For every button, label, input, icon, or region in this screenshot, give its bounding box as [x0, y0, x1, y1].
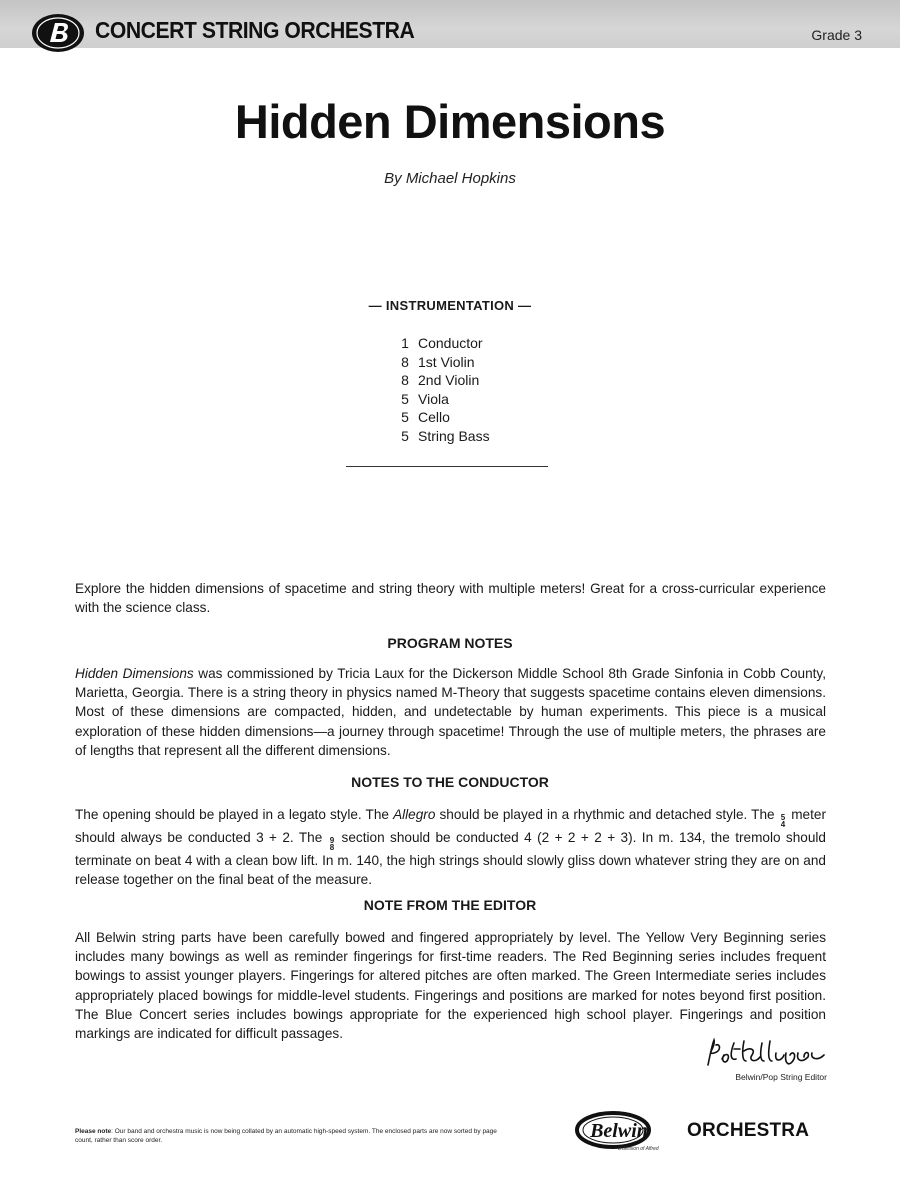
instrument-count: 8: [401, 372, 409, 388]
instrument-count: 5: [401, 409, 409, 425]
time-signature-bottom: 4: [780, 820, 786, 829]
conductor-text-part: The opening should be played in a legato style. The: [75, 807, 394, 822]
instrumentation-item: [392, 408, 490, 427]
belwin-b-logo-icon: [30, 11, 86, 55]
please-note: [75, 1127, 515, 1145]
instrument-name: 1st Violin: [418, 353, 475, 370]
time-signature-top: 9: [329, 836, 335, 845]
piece-title: Hidden Dimensions: [234, 95, 666, 148]
instrument-name: Viola: [418, 390, 449, 407]
grade-label: Grade 3: [811, 27, 862, 43]
publisher-logo-text: Belwin: [590, 1120, 648, 1142]
signature-caption: Belwin/Pop String Editor: [735, 1072, 827, 1082]
conductor-text-part: meter should always be conducted 3 + 2. The: [75, 807, 826, 845]
instrument-count: 8: [401, 353, 409, 370]
please-note-text: : Our band and orchestra music is now being collated by an automatic high-speed system. The enclosed parts are now sorted by page count, rather than score order.: [75, 1128, 497, 1144]
instrumentation-item: [392, 353, 490, 372]
instrumentation-divider: [346, 466, 548, 467]
publisher-subtitle: a division of Alfred: [618, 1146, 659, 1152]
series-title: CONCERT STRING ORCHESTRA: [95, 17, 415, 43]
instrument-name: Cello: [418, 409, 450, 425]
editor-note-heading: NOTE FROM THE EDITOR: [363, 897, 537, 913]
instrumentation-item: [392, 427, 490, 446]
program-notes-paragraph: [75, 664, 826, 760]
instrumentation-item: [392, 334, 490, 353]
instrument-count: 1: [401, 335, 409, 351]
time-signature-9-8: [330, 837, 334, 851]
conductor-text-part: should be played in a rhythmic and detached style. The: [435, 807, 779, 822]
composer-credit: By Michael Hopkins: [384, 170, 516, 187]
conductor-text-part: section should be conducted 4 (2 + 2 + 2 + 3). In m. 134, the tremolo should terminate on beat 4 with a clean bow lift. In m. 140, the high strings should slowly gliss down whatever string they are on and release together on the final beat of the measure.: [75, 830, 826, 888]
instrumentation-heading: — INSTRUMENTATION —: [368, 298, 532, 313]
instrument-name: String Bass: [418, 427, 490, 444]
intro-paragraph: Explore the hidden dimensions of spacetime and string theory with multiple meters! Great for a cross-curricular experience with the science class.: [75, 581, 826, 616]
conductor-notes-heading: NOTES TO THE CONDUCTOR: [351, 774, 549, 790]
program-notes-heading: PROGRAM NOTES: [387, 635, 513, 651]
instrument-count: 5: [401, 427, 409, 444]
allegro-term: Allegro: [393, 807, 436, 822]
time-signature-5-4: [781, 814, 785, 828]
program-notes-text: was commissioned by Tricia Laux for the Dickerson Middle School 8th Grade Sinfonia in Cobb County, Marietta, Georgia. There is a string theory in physics named M-Theory that suggests spacetime contains eleven dimensions. Most of these dimensions are compacted, hidden, and undetectable by human experiments. This piece is a musical exploration of these hidden dimensions—a journey through spacetime! Through the use of multiple meters, the phrases are of lengths that represent all the different dimensions.: [75, 666, 826, 758]
time-signature-bottom: 8: [329, 843, 335, 852]
time-signature-top: 5: [780, 813, 786, 822]
editor-signature-icon: [700, 1035, 830, 1071]
please-note-label: Please note: [75, 1128, 112, 1135]
piece-title-italic: Hidden Dimensions: [75, 666, 194, 681]
publisher-name: ORCHESTRA: [687, 1120, 810, 1141]
instrumentation-list: [392, 334, 490, 445]
editor-note-paragraph: All Belwin string parts have been carefully bowed and fingered appropriately by level. The Yellow Very Beginning series includes many bowings as well as reminder fingerings for first-time readers. The Red Beginning series includes frequent bowings to assist younger players. Fingerings for altered pitches are often marked. The Green Intermediate series includes appropriately placed bowings for middle-level students. Fingerings and positions are marked for notes beyond first position. The Blue Concert series includes bowings appropriate for the experienced high school player. Fingerings and position markings are indicated for difficult passages.: [75, 930, 826, 1042]
instrumentation-item: [392, 390, 490, 409]
instrument-count: 5: [401, 390, 409, 407]
instrumentation-item: [392, 371, 490, 390]
conductor-notes-paragraph: [75, 805, 826, 889]
instrument-name: Conductor: [418, 335, 483, 351]
instrument-name: 2nd Violin: [418, 372, 480, 388]
